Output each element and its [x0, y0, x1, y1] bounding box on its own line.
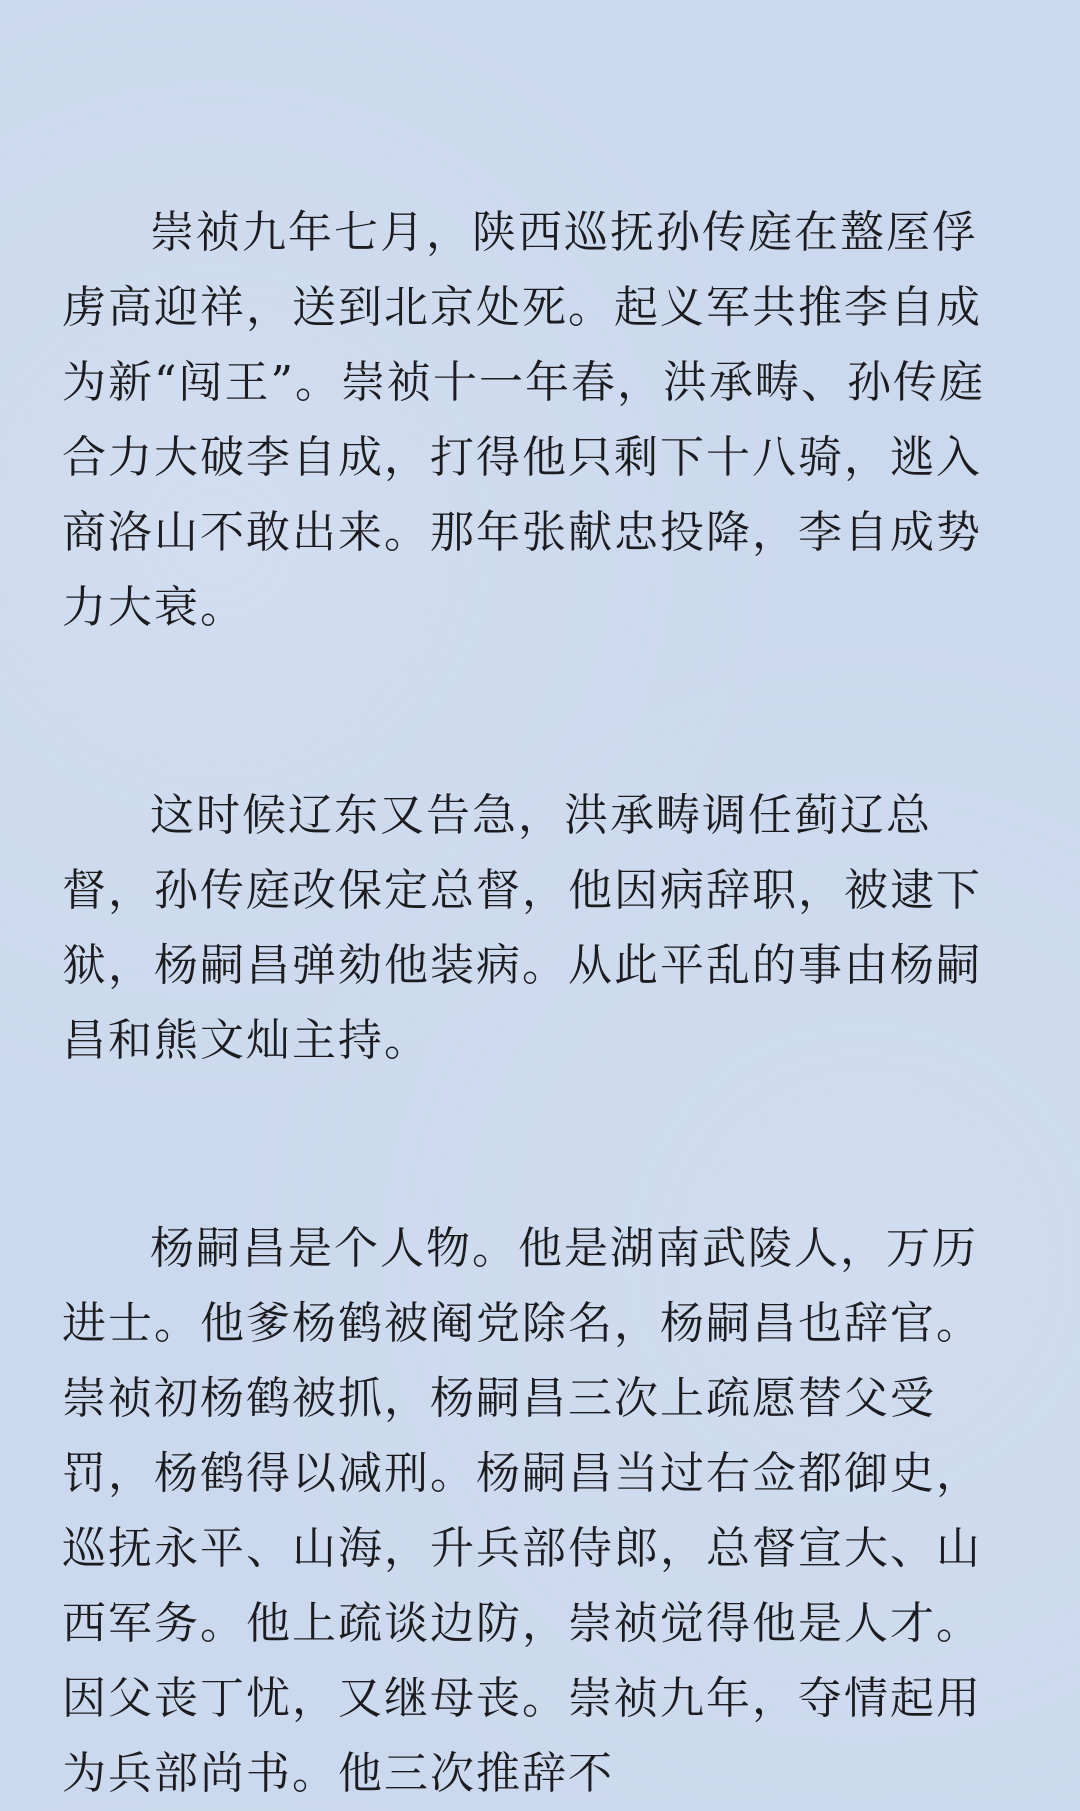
paragraph-2: 这时候辽东又告急，洪承畴调任蓟辽总督，孙传庭改保定总督，他因病辞职，被逮下狱，杨嗣昌弹劾他装病。从此平乱的事由杨嗣昌和熊文灿主持。 [62, 790, 982, 1066]
paragraph-3: 杨嗣昌是个人物。他是湖南武陵人，万历进士。他爹杨鹤被阉党除名，杨嗣昌也辞官。崇祯初杨鹤被抓，杨嗣昌三次上疏愿替父受罚，杨鹤得以减刑。杨嗣昌当过右佥都御史，巡抚永平、山海，升兵部侍郎，总督宣大、山西军务。他上疏谈边防，崇祯觉得他是人才。因父丧丁忧，又继母丧。崇祯九年，夺情起用为兵部尚书。他三次推辞不 [62, 1223, 982, 1799]
paragraph-1: 崇祯九年七月，陕西巡抚孙传庭在盩厔俘虏高迎祥，送到北京处死。起义军共推李自成为新“闯王”。崇祯十一年春，洪承畴、孙传庭合力大破李自成，打得他只剩下十八骑，逃入商洛山不敢出来。那年张献忠投降，李自成势力大衰。 [62, 207, 985, 633]
article-content [62, 195, 1022, 1811]
